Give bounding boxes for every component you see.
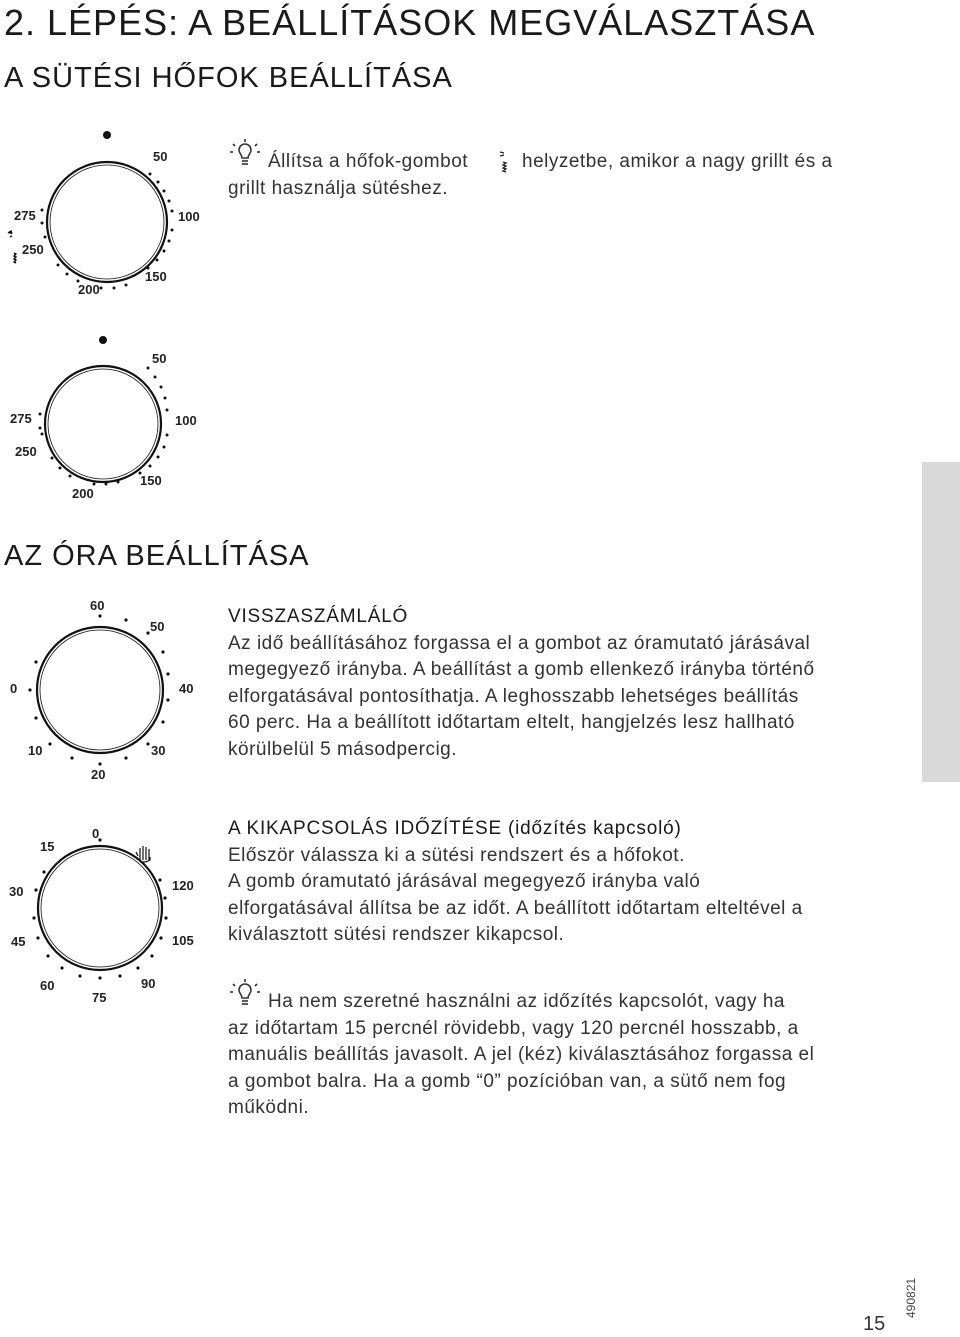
countdown-title: VISSZASZÁMLÁLÓ (228, 606, 409, 627)
dial-label: 20 (91, 767, 106, 782)
dial-label: 150 (145, 269, 167, 284)
tip-manual-line: működni. (228, 1097, 310, 1119)
tip-manual-line: a gombot balra. Ha a gomb “0” pozícióban van, a sütő nem fog (228, 1070, 787, 1092)
dial-label: 120 (172, 878, 194, 893)
dial-label: 200 (72, 486, 94, 501)
temperature-dial-grill (0, 125, 210, 305)
dial-label: 15 (40, 839, 55, 854)
tip-manual-text (228, 989, 814, 1122)
tip-grill-line1b: helyzetbe, amikor a nagy grillt és a (522, 151, 833, 172)
dial-label: 100 (175, 413, 197, 428)
dial-label: 200 (78, 282, 100, 297)
dial-label: 40 (179, 681, 194, 696)
page-title: 2. LÉPÉS: A BEÁLLÍTÁSOK MEGVÁLASZTÁSA (4, 2, 816, 43)
dial-label: 30 (9, 884, 24, 899)
document-code: 490821 (904, 1277, 918, 1318)
tip-manual-line: Ha nem szeretné használni az időzítés kapcsolót, vagy ha (268, 991, 785, 1012)
temperature-dial (0, 330, 210, 510)
countdown-timer-dial (0, 592, 215, 787)
tip-grill-line1a: Állítsa a hőfok-gombot (268, 151, 469, 172)
countdown-line: 60 perc. Ha a beállított időtartam eltelt, hangjelzés lesz hallható (228, 712, 795, 734)
dial-label: 250 (15, 444, 37, 459)
shutoff-line: Először válassza ki a sütési rendszert és a hőfokot. (228, 844, 685, 866)
shutoff-timer-dial (0, 820, 210, 1010)
tip-lightbulb-icon (228, 138, 262, 172)
tip-manual-line: az időtartam 15 percnél rövidebb, vagy 120 percnél hosszabb, a (228, 1017, 799, 1039)
dial-label: 0 (92, 826, 100, 841)
dial-label: 50 (152, 351, 167, 366)
dial-label: 60 (40, 978, 55, 993)
countdown-line: körülbelül 5 másodpercig. (228, 738, 458, 760)
dial-label: 100 (178, 209, 200, 224)
tip-grill-line2: grillt használja sütéshez. (228, 178, 448, 199)
dial-label: 0 (10, 681, 18, 696)
dial-label: 10 (28, 743, 43, 758)
dial-label: 250 (22, 242, 44, 257)
dial-label: 275 (14, 208, 36, 223)
dial-label: 45 (11, 934, 26, 949)
dial-label: 275 (10, 411, 32, 426)
tip-manual-line: manuális beállítás javasolt. A jel (kéz) kiválasztásához forgassa el (228, 1044, 815, 1066)
countdown-text (228, 604, 815, 764)
side-tab (922, 462, 960, 782)
page-number: 15 (863, 1313, 886, 1335)
grill-symbol-icon (8, 231, 16, 263)
grill-symbol-icon (497, 150, 517, 182)
countdown-line: Az idő beállításához forgassa el a gombot az óramutató járásával (228, 632, 811, 654)
countdown-line: elforgatásával pontosíthatja. A leghosszabb lehetséges beállítás (228, 685, 799, 707)
section-heading-clock: AZ ÓRA BEÁLLÍTÁSA (4, 540, 310, 572)
countdown-line: megegyező irányba. A beállítást a gomb ellenkező irányba történő (228, 659, 815, 681)
dial-label: 60 (90, 598, 105, 613)
section-heading-temperature: A SÜTÉSI HŐFOK BEÁLLÍTÁSA (4, 62, 453, 94)
shutoff-text (228, 816, 803, 949)
dial-label: 150 (140, 473, 162, 488)
shutoff-line: kiválasztott sütési rendszer kikapcsol. (228, 924, 565, 946)
shutoff-line: A gomb óramutató járásával megegyező irányba való (228, 871, 701, 893)
dial-label: 90 (141, 976, 156, 991)
shutoff-line: elforgatásával állítsa be az időt. A beállított időtartam elteltével a (228, 897, 803, 919)
shutoff-title: A KIKAPCSOLÁS IDŐZÍTÉSE (időzítés kapcsoló) (228, 818, 682, 839)
dial-label: 50 (150, 619, 165, 634)
dial-label: 75 (92, 990, 107, 1005)
dial-label: 105 (172, 933, 194, 948)
dial-label: 50 (153, 149, 168, 164)
dial-label: 30 (151, 743, 166, 758)
